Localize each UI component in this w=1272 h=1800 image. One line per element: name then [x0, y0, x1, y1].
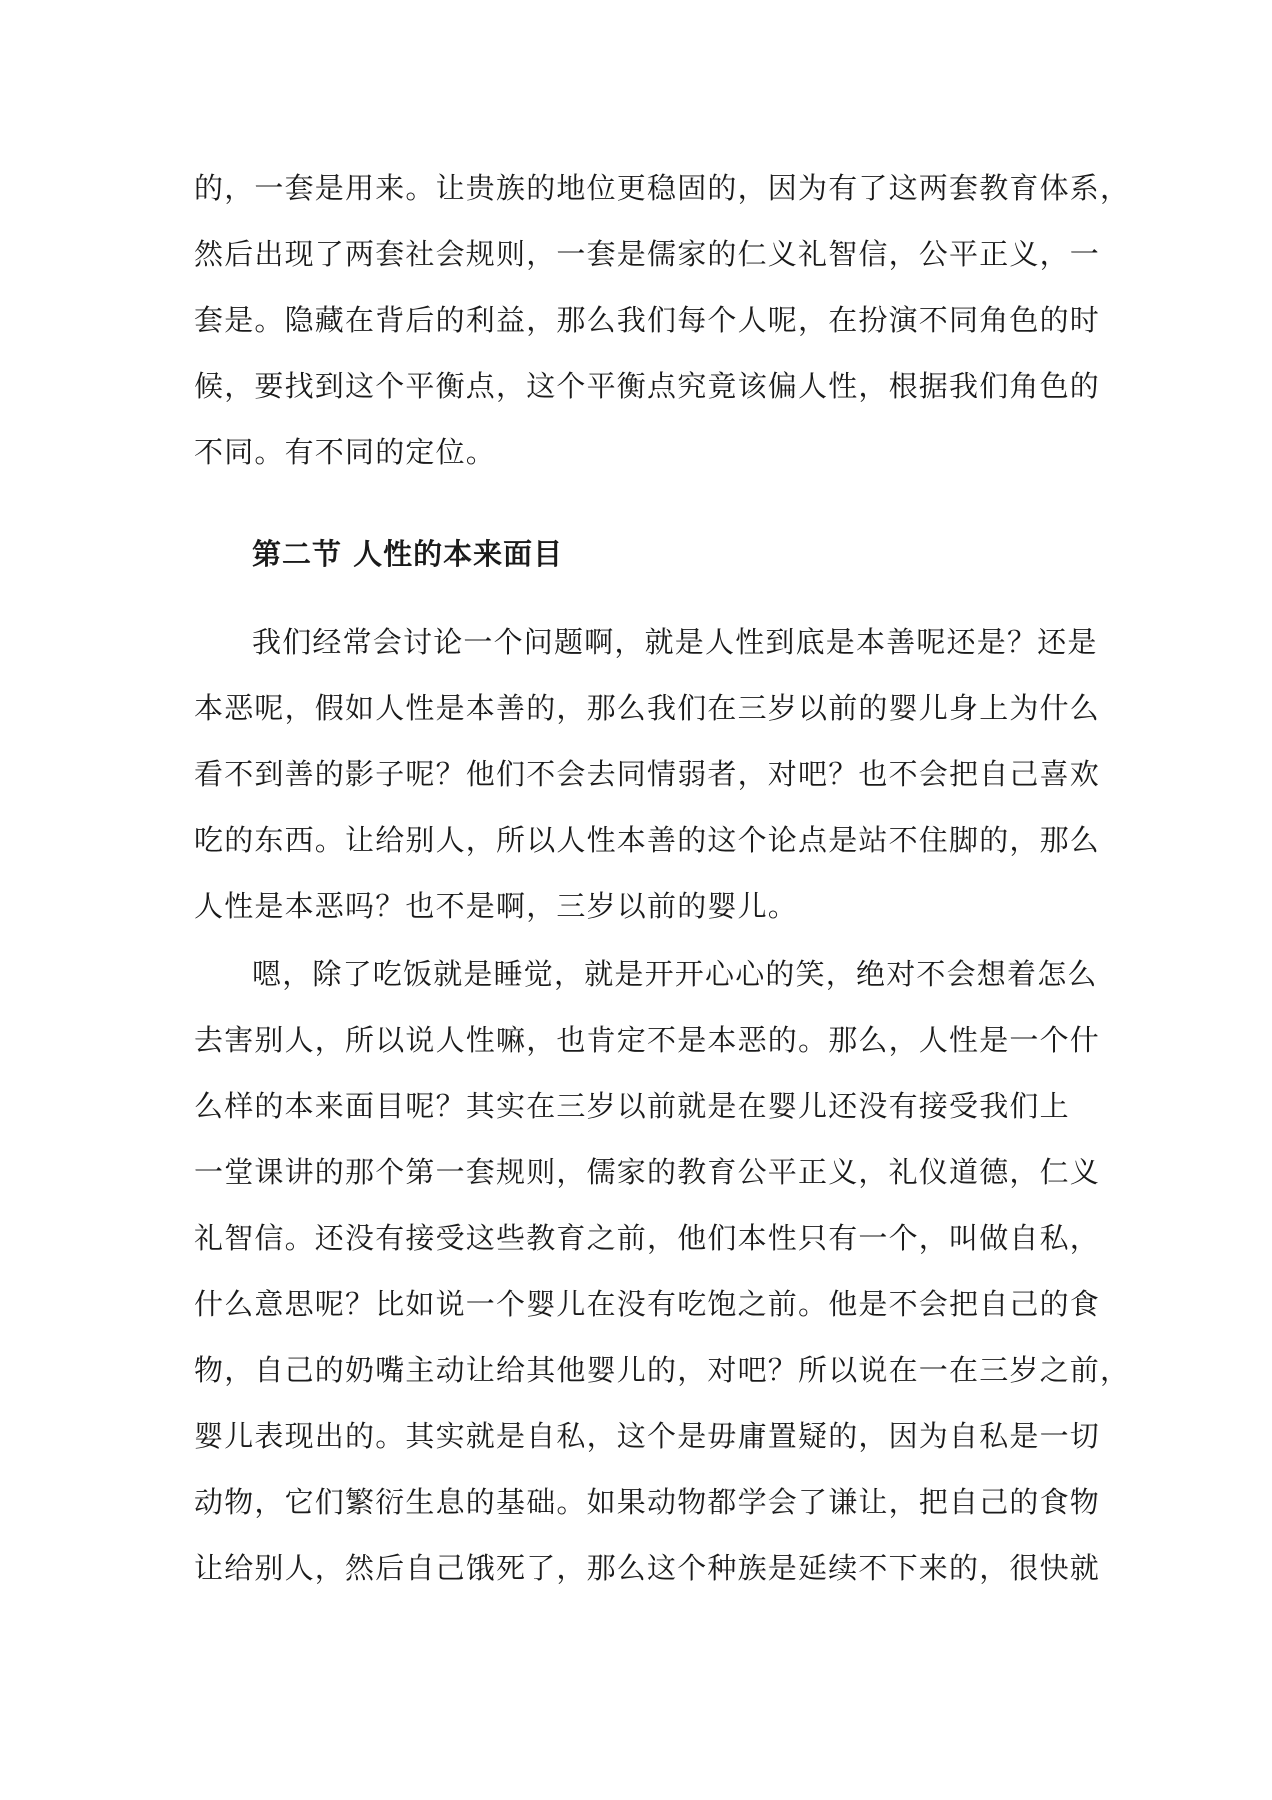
- paragraph-3-line-5: 礼智信。还没有接受这些教育之前，他们本性只有一个，叫做自私，: [194, 1221, 1101, 1255]
- paragraph-1-line-2: 然后出现了两套社会规则，一套是儒家的仁义礼智信，公平正义，一: [194, 237, 1101, 271]
- paragraph-3-line-1: 嗯，除了吃饭就是睡觉，就是开开心心的笑，绝对不会想着怎么: [252, 957, 1098, 991]
- paragraph-1-line-3: 套是。隐藏在背后的利益，那么我们每个人呢，在扮演不同角色的时: [194, 303, 1101, 337]
- paragraph-3-line-6: 什么意思呢？比如说一个婴儿在没有吃饱之前。他是不会把自己的食: [194, 1287, 1101, 1321]
- paragraph-3-line-3: 么样的本来面目呢？其实在三岁以前就是在婴儿还没有接受我们上: [194, 1089, 1070, 1123]
- paragraph-1-line-4: 候，要找到这个平衡点，这个平衡点究竟该偏人性，根据我们角色的: [194, 369, 1101, 403]
- paragraph-2-line-5: 人性是本恶吗？也不是啊，三岁以前的婴儿。: [194, 889, 799, 923]
- paragraph-3-line-7: 物，自己的奶嘴主动让给其他婴儿的，对吧？所以说在一在三岁之前，: [194, 1353, 1131, 1387]
- paragraph-2-line-3: 看不到善的影子呢？他们不会去同情弱者，对吧？也不会把自己喜欢: [194, 757, 1101, 791]
- paragraph-3-line-10: 让给别人，然后自己饿死了，那么这个种族是延续不下来的，很快就: [194, 1551, 1101, 1585]
- paragraph-1-line-1: 的，一套是用来。让贵族的地位更稳固的，因为有了这两套教育体系，: [194, 171, 1131, 205]
- section-heading: 第二节 人性的本来面目: [252, 537, 564, 571]
- paragraph-2-line-1: 我们经常会讨论一个问题啊，就是人性到底是本善呢还是？还是: [252, 625, 1098, 659]
- paragraph-2-line-4: 吃的东西。让给别人，所以人性本善的这个论点是站不住脚的，那么: [194, 823, 1101, 857]
- paragraph-3-line-2: 去害别人，所以说人性嘛，也肯定不是本恶的。那么，人性是一个什: [194, 1023, 1101, 1057]
- paragraph-3-line-4: 一堂课讲的那个第一套规则，儒家的教育公平正义，礼仪道德，仁义: [194, 1155, 1101, 1189]
- paragraph-3-line-8: 婴儿表现出的。其实就是自私，这个是毋庸置疑的，因为自私是一切: [194, 1419, 1101, 1453]
- paragraph-3-line-9: 动物，它们繁衍生息的基础。如果动物都学会了谦让，把自己的食物: [194, 1485, 1101, 1519]
- paragraph-2-line-2: 本恶呢，假如人性是本善的，那么我们在三岁以前的婴儿身上为什么: [194, 691, 1101, 725]
- paragraph-1-line-5: 不同。有不同的定位。: [194, 435, 497, 469]
